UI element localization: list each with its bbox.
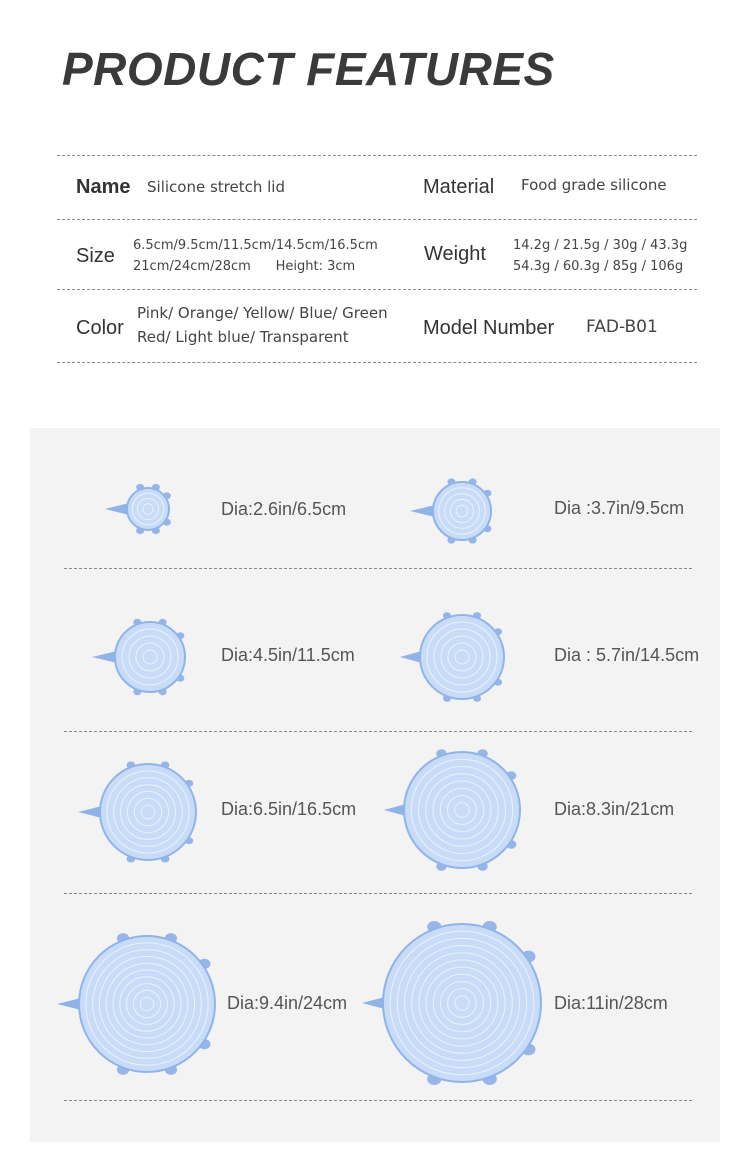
size-label-28cm: Dia:11in/28cm bbox=[554, 993, 668, 1013]
page-title: PRODUCT FEATURES bbox=[62, 43, 555, 95]
lid-disk bbox=[100, 764, 196, 860]
size-label-6-5cm: Dia:2.6in/6.5cm bbox=[221, 499, 347, 519]
divider bbox=[57, 219, 697, 220]
lid-image-6-5cm bbox=[101, 476, 181, 542]
lid-disk bbox=[383, 924, 541, 1082]
lid-pull-tab bbox=[400, 651, 422, 663]
lid-pull-tab bbox=[92, 651, 117, 663]
lid-pull-tab bbox=[105, 503, 129, 515]
weight-label: Weight bbox=[424, 243, 486, 265]
lid-disk bbox=[404, 752, 520, 868]
lid-pull-tab bbox=[78, 806, 102, 818]
weight-value-line2: 54.3g / 60.3g / 85g / 106g bbox=[513, 259, 684, 274]
size-value-line2: 21cm/24cm/28cm Height: 3cm bbox=[133, 259, 356, 274]
lid-pull-tab bbox=[384, 804, 406, 816]
name-value: Silicone stretch lid bbox=[147, 178, 285, 196]
material-label: Material bbox=[423, 176, 495, 198]
lid-pull-tab bbox=[362, 997, 385, 1009]
lid-disk bbox=[433, 482, 491, 540]
model-number-value: FAD-B01 bbox=[586, 317, 658, 337]
size-label-11-5cm: Dia:4.5in/11.5cm bbox=[221, 645, 355, 665]
size-label-9-5cm: Dia :3.7in/9.5cm bbox=[554, 498, 685, 518]
color-value-line2: Red/ Light blue/ Transparent bbox=[137, 328, 349, 346]
size-value-line1: 6.5cm/9.5cm/11.5cm/14.5cm/16.5cm bbox=[133, 238, 378, 253]
lid-image-11-5cm bbox=[88, 610, 197, 704]
color-value-line1: Pink/ Orange/ Yellow/ Blue/ Green bbox=[137, 304, 388, 322]
model-number-label: Model Number bbox=[423, 317, 555, 339]
lid-disk bbox=[420, 615, 504, 699]
lid-image-24cm bbox=[53, 924, 227, 1084]
weight-value-line1: 14.2g / 21.5g / 30g / 43.3g bbox=[513, 238, 688, 253]
size-label-21cm: Dia:8.3in/21cm bbox=[554, 799, 675, 819]
lid-disk bbox=[115, 622, 185, 692]
lid-pull-tab bbox=[410, 505, 435, 517]
divider bbox=[64, 731, 692, 732]
divider bbox=[64, 1100, 692, 1101]
lid-pull-tab bbox=[57, 998, 81, 1010]
divider bbox=[64, 568, 692, 569]
color-label: Color bbox=[76, 317, 124, 339]
lid-image-28cm bbox=[358, 912, 553, 1094]
name-label: Name bbox=[76, 176, 131, 198]
divider bbox=[57, 362, 697, 363]
divider bbox=[64, 893, 692, 894]
material-value: Food grade silicone bbox=[521, 176, 667, 194]
lid-image-14-5cm bbox=[396, 603, 516, 711]
divider bbox=[57, 155, 697, 156]
size-label: Size bbox=[76, 245, 115, 267]
size-label-16-5cm: Dia:6.5in/16.5cm bbox=[221, 799, 357, 819]
divider bbox=[57, 289, 697, 290]
lid-image-16-5cm bbox=[74, 752, 208, 872]
lid-disk bbox=[127, 488, 169, 530]
size-label-14-5cm: Dia : 5.7in/14.5cm bbox=[554, 645, 700, 665]
lid-image-9-5cm bbox=[406, 470, 503, 552]
size-label-24cm: Dia:9.4in/24cm bbox=[227, 993, 348, 1013]
lid-image-21cm bbox=[380, 740, 532, 880]
